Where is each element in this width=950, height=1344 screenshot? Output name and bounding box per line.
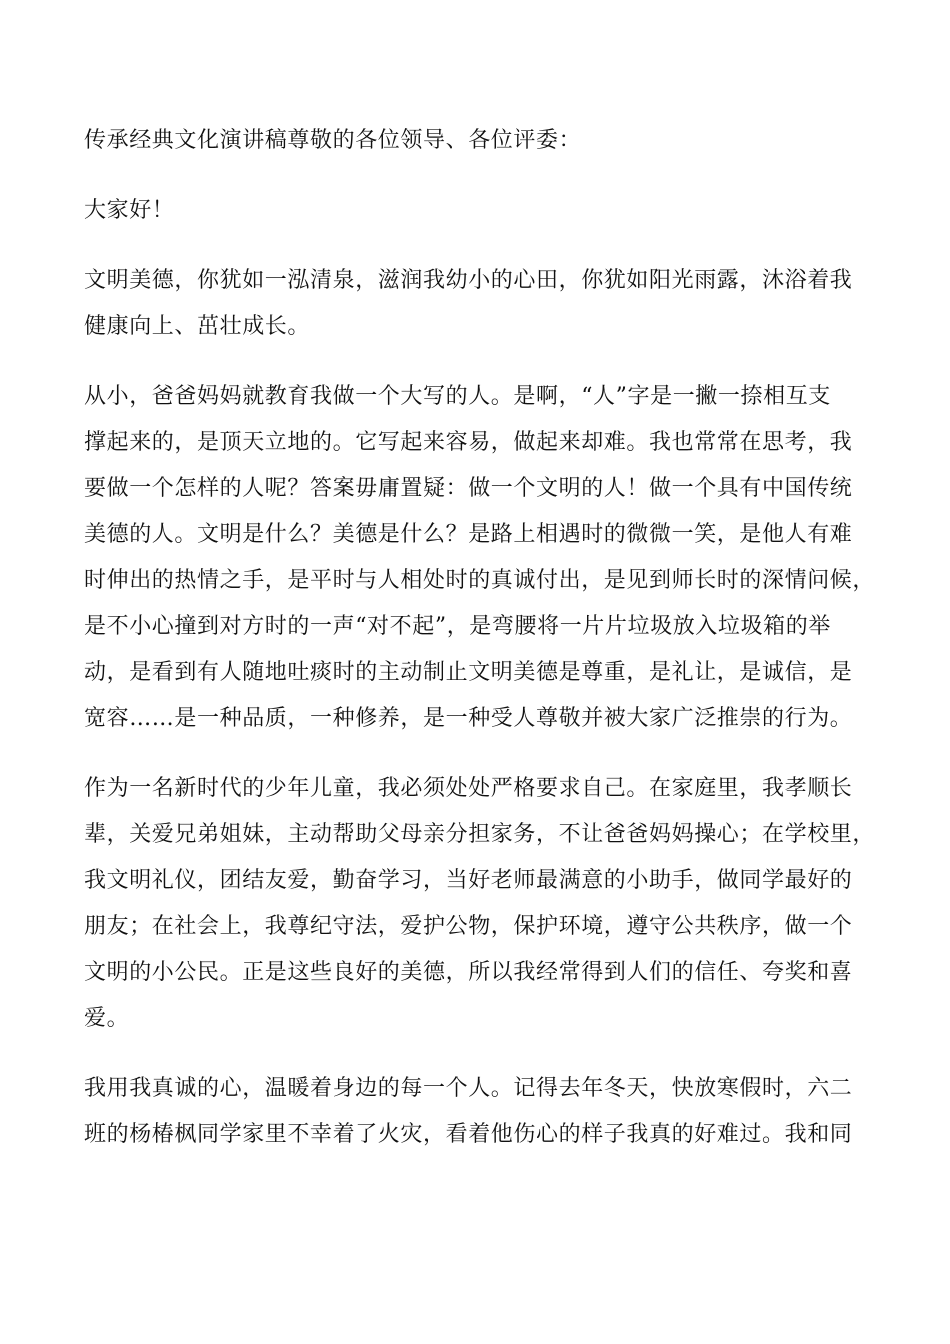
text-line: 从小，爸爸妈妈就教育我做一个大写的人。是啊，“人”字是一撇一捺相互支 bbox=[84, 384, 831, 409]
text-line: 文明美德，你犹如一泓清泉，滋润我幼小的心田，你犹如阳光雨露，沐浴着我 bbox=[84, 268, 853, 293]
text-line: 是不小心撞到对方时的一声“对不起”，是弯腰将一片片垃圾放入垃圾箱的举 bbox=[84, 614, 831, 639]
text-line: 爱。 bbox=[84, 1006, 130, 1031]
text-line: 班的杨椿枫同学家里不幸着了火灾，看着他伤心的样子我真的好难过。我和同 bbox=[84, 1122, 853, 1147]
text-line: 我用我真诚的心，温暖着身边的每一个人。记得去年冬天，快放寒假时，六二 bbox=[84, 1076, 853, 1101]
text-line: 要做一个怎样的人呢？答案毋庸置疑：做一个文明的人！做一个具有中国传统 bbox=[84, 476, 853, 501]
text-line: 动，是看到有人随地吐痰时的主动制止文明美德是尊重，是礼让，是诚信，是 bbox=[84, 660, 853, 685]
body-paragraph bbox=[84, 258, 874, 350]
body-paragraph bbox=[84, 374, 874, 742]
greeting-paragraph bbox=[84, 188, 874, 234]
text-line: 传承经典文化演讲稿尊敬的各位领导、各位评委： bbox=[84, 128, 582, 153]
body-paragraph bbox=[84, 766, 874, 1042]
text-line: 宽容……是一种品质，一种修养，是一种受人尊敬并被大家广泛推崇的行为。 bbox=[84, 706, 853, 731]
text-line: 辈，关爱兄弟姐妹，主动帮助父母亲分担家务，不让爸爸妈妈操心；在学校里， bbox=[84, 822, 876, 847]
text-line: 美德的人。文明是什么？美德是什么？是路上相遇时的微微一笑，是他人有难 bbox=[84, 522, 853, 547]
text-line: 作为一名新时代的少年儿童，我必须处处严格要求自己。在家庭里，我孝顺长 bbox=[84, 776, 853, 801]
text-line: 我文明礼仪，团结友爱，勤奋学习，当好老师最满意的小助手，做同学最好的 bbox=[84, 868, 853, 893]
title-paragraph bbox=[84, 118, 874, 164]
body-paragraph bbox=[84, 1066, 874, 1158]
text-line: 朋友；在社会上，我尊纪守法，爱护公物，保护环境，遵守公共秩序，做一个 bbox=[84, 914, 853, 939]
text-line: 文明的小公民。正是这些良好的美德，所以我经常得到人们的信任、夸奖和喜 bbox=[84, 960, 853, 985]
text-line: 健康向上、茁壮成长。 bbox=[84, 314, 311, 339]
document-body bbox=[84, 118, 874, 1182]
text-line: 撑起来的，是顶天立地的。它写起来容易，做起来却难。我也常常在思考，我 bbox=[84, 430, 853, 455]
text-line: 大家好！ bbox=[84, 198, 175, 223]
text-line: 时伸出的热情之手，是平时与人相处时的真诚付出，是见到师长时的深情问候， bbox=[84, 568, 876, 593]
